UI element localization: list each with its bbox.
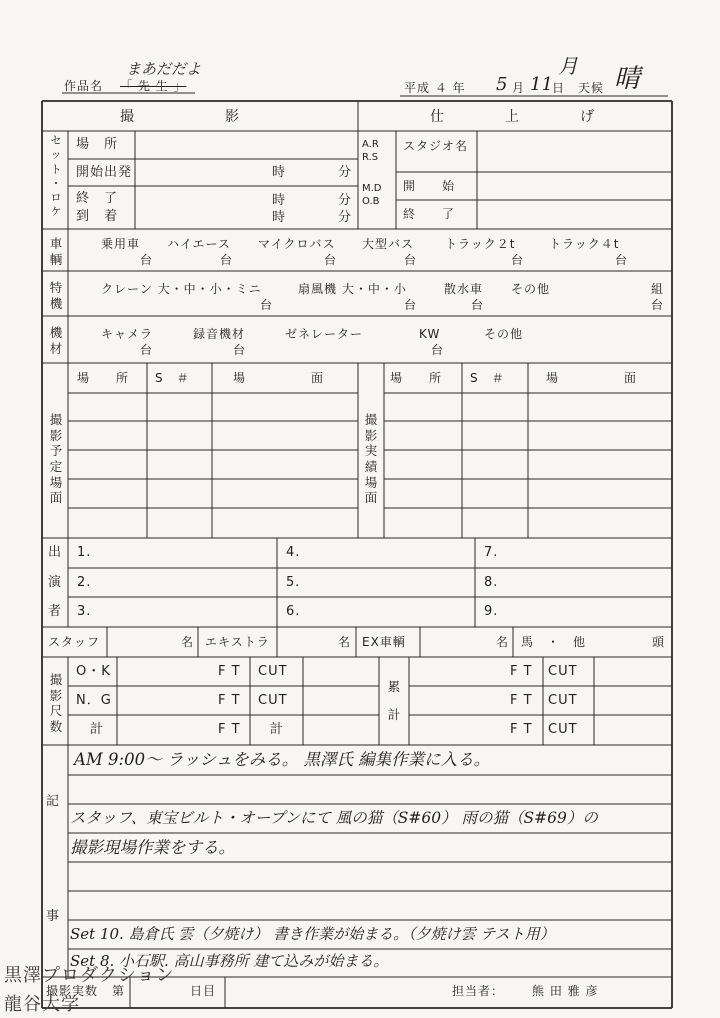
date-day-label: 日: [552, 81, 566, 95]
vehicle-truck-2t: トラック２t: [445, 237, 516, 251]
notes-label-top: 記: [46, 794, 61, 809]
cast-num-7: 7.: [484, 545, 499, 560]
fin-end-label: 終 了: [403, 207, 456, 221]
special-water: 散水車: [444, 282, 484, 296]
ng-cut: CUT: [258, 693, 288, 708]
start-hour: 時: [272, 165, 287, 180]
vehicle-unit: 台: [615, 253, 629, 267]
special-unit: 台: [471, 298, 485, 312]
total-ft: F T: [218, 722, 241, 737]
notes-label-bottom: 事: [46, 909, 61, 924]
equip-unit: 台: [233, 343, 247, 357]
planned-scene-header: 場 面: [233, 371, 325, 385]
cast-num-9: 9.: [484, 604, 499, 619]
total-cut-sum: 計: [270, 722, 285, 737]
actual-place-header: 場 所: [390, 371, 443, 385]
special-unit: 台: [404, 298, 418, 312]
md-ob-label: M.D O.B: [362, 183, 382, 207]
cum-total-ft: F T: [510, 722, 533, 737]
planned-snum-header: S ＃: [155, 371, 190, 385]
note-line-1: AM 9:00～ ラッシュをみる。 黒澤氏 編集作業に入る。: [74, 750, 491, 769]
vehicles-label: 車 輌: [49, 236, 63, 267]
start-minute: 分: [338, 165, 353, 180]
ok-label: O・K: [76, 664, 111, 679]
vehicle-unit: 台: [324, 253, 338, 267]
date-era: 平成 ４ 年: [404, 81, 466, 95]
end-minute: 分: [338, 193, 353, 208]
actual-scenes-label: 撮 影 実 績 場 面: [364, 412, 378, 506]
watermark-line-1: 黒澤プロダクション: [4, 965, 175, 986]
cum-ok-ft: F T: [510, 664, 533, 679]
equip-generator: ゼネレーター: [285, 327, 364, 341]
equip-audio: 録音機材: [193, 327, 246, 341]
weather-label: 天候: [578, 81, 605, 95]
planned-place-header: 場 所: [77, 371, 130, 385]
note-line-5: Set 8. 小石駅. 高山事務所 建て込みが始まる。: [70, 952, 389, 970]
set-loc-label: セ ッ ト ・ ロ ケ: [50, 134, 62, 219]
ok-cut: CUT: [258, 664, 288, 679]
vehicle-unit: 台: [511, 253, 525, 267]
day-unit: 日目: [190, 984, 217, 998]
extra-label: エキストラ: [205, 635, 270, 649]
days-label: 撮影実数: [46, 984, 99, 998]
actual-scene-header: 場 面: [546, 371, 638, 385]
studio-label: スタジオ名: [403, 139, 469, 153]
cast-label-3: 者: [48, 604, 63, 619]
equipment-label: 機 材: [49, 325, 63, 356]
special-crane: クレーン 大・中・小・ミニ: [101, 282, 262, 296]
date-day: 11: [530, 74, 553, 95]
horse-label: 馬 ・ 他: [521, 635, 587, 649]
total-label: 計: [90, 722, 105, 737]
cumulative-label: 累 計: [387, 679, 401, 722]
head-unit: 頭: [652, 635, 666, 649]
title-handwritten: まあだだよ: [126, 60, 202, 78]
vehicle-hiace: ハイエース: [167, 237, 231, 251]
cast-num-5: 5.: [286, 575, 301, 590]
date-month: 5: [496, 74, 508, 95]
equip-other: その他: [484, 327, 524, 341]
place-label: 場 所: [76, 137, 119, 152]
weather-value: 晴: [614, 64, 641, 94]
note-line-4: Set 10. 島倉氏 雲（夕焼け） 書き作業が始まる。（夕焼け雲 テスト用）: [70, 925, 555, 943]
section-shooting: 撮 影: [120, 109, 240, 125]
cum-ng-ft: F T: [510, 693, 533, 708]
date-month-label: 月: [512, 81, 526, 95]
extra-unit: 名: [338, 635, 352, 649]
cum-ok-cut: CUT: [548, 664, 578, 679]
ar-rs-label: A.R R.S: [362, 139, 379, 163]
equip-kw: KW: [419, 327, 441, 341]
cast-num-3: 3.: [77, 604, 92, 619]
staff-label: スタッフ: [48, 635, 101, 649]
staff-unit: 名: [181, 635, 195, 649]
special-set-unit: 組: [651, 282, 665, 296]
cast-label-1: 出: [48, 545, 63, 560]
title-label: 作品名: [64, 79, 104, 93]
ok-ft: F T: [218, 664, 241, 679]
cum-ng-cut: CUT: [548, 693, 578, 708]
vehicle-sedan: 乗用車: [101, 237, 141, 251]
vehicle-bus: 大型バス: [362, 237, 415, 251]
arrive-label: 到 着: [76, 209, 119, 224]
vehicle-unit: 台: [220, 253, 234, 267]
ex-vehicle-unit: 名: [496, 635, 510, 649]
vehicle-truck-4t: トラック４t: [549, 237, 620, 251]
person-name: 熊 田 雅 彦: [532, 984, 599, 998]
watermark-line-2: 龍谷大学: [4, 994, 80, 1015]
vehicle-microbus: マイクロバス: [258, 237, 336, 251]
day-no: 第: [112, 984, 126, 998]
start-label: 開始出発: [76, 165, 133, 180]
footage-label: 撮 影 尺 数: [49, 672, 63, 734]
cum-total-cut: CUT: [548, 722, 578, 737]
ng-label: N．G: [76, 693, 112, 708]
title-printed: 「 先 生 」: [120, 79, 187, 93]
cast-num-8: 8.: [484, 575, 499, 590]
arrive-hour: 時: [272, 210, 287, 225]
person-label: 担当者：: [452, 984, 505, 998]
arrive-minute: 分: [338, 210, 353, 225]
ng-ft: F T: [218, 693, 241, 708]
fin-start-label: 開 始: [403, 179, 456, 193]
ex-vehicle-label: EX車輌: [362, 635, 406, 649]
special-fan: 扇風機 大・中・小: [298, 282, 407, 296]
cast-num-6: 6.: [286, 604, 301, 619]
special-unit: 台: [651, 298, 665, 312]
cast-label-2: 演: [48, 575, 63, 590]
cast-num-1: 1.: [77, 545, 92, 560]
weather-month-mark: 月: [558, 54, 578, 78]
end-label: 終 了: [76, 191, 119, 206]
note-line-2: スタッフ、東宝ビルト・オープンにて 風の猫（S#60） 雨の猫（S#69）の: [70, 809, 598, 827]
cast-num-2: 2.: [77, 575, 92, 590]
vehicle-unit: 台: [404, 253, 418, 267]
equip-unit: 台: [431, 343, 445, 357]
planned-scenes-label: 撮 影 予 定 場 面: [49, 412, 63, 506]
vehicle-unit: 台: [140, 253, 154, 267]
special-label: 特 機: [49, 280, 63, 311]
special-unit: 台: [260, 298, 274, 312]
equip-unit: 台: [140, 343, 154, 357]
actual-snum-header: S ＃: [470, 371, 505, 385]
section-finishing: 仕 上 げ: [430, 109, 595, 125]
end-hour: 時: [272, 193, 287, 208]
note-line-3: 撮影現場作業をする。: [70, 838, 235, 857]
special-other: その他: [511, 282, 551, 296]
cast-num-4: 4.: [286, 545, 301, 560]
equip-camera: キャメラ: [101, 327, 154, 341]
